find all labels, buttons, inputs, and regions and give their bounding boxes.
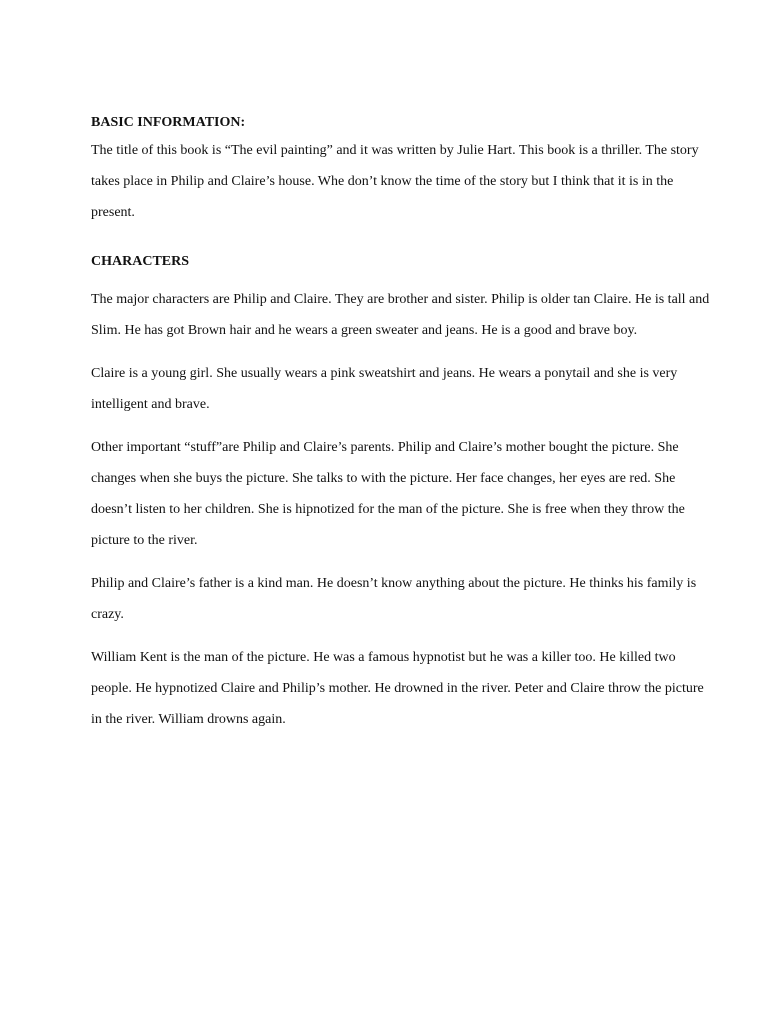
basic-information-heading: BASIC INFORMATION: (91, 115, 246, 130)
paragraph-parents: Other important “stuff”are Philip and Claire’s parents. Philip and Claire’s mother bought the picture. She changes when she buys the picture. She talks to with the picture. Her face changes, her eyes are red. She doesn’t listen to her children. She is hipnotized for the man of the picture. She is free when they throw the picture to the river. (91, 440, 685, 548)
paragraph-major-characters: The major characters are Philip and Claire. They are brother and sister. Philip is older tan Claire. He is tall and Slim. He has got Brown hair and he wears a green sweater and jeans. He is a good and brave boy. (91, 292, 710, 338)
paragraph-william-kent: William Kent is the man of the picture. He was a famous hypnotist but he was a killer too. He killed two people. He hypnotized Claire and Philip’s mother. He drowned in the river. Peter and Claire throw the picture in the river. William drowns again. (91, 650, 704, 727)
characters-heading: CHARACTERS (91, 254, 190, 269)
document-page (91, 111, 716, 735)
paragraph-claire: Claire is a young girl. She usually wears a pink sweatshirt and jeans. He wears a ponytail and she is very intelligent and brave. (91, 366, 678, 412)
basic-information-paragraph: The title of this book is “The evil painting” and it was written by Julie Hart. This book is a thriller. The story takes place in Philip and Claire’s house. Whe don’t know the time of the story but I think that it is in the present. (91, 143, 699, 220)
paragraph-father: Philip and Claire’s father is a kind man. He doesn’t know anything about the picture. He thinks his family is crazy. (91, 576, 697, 622)
